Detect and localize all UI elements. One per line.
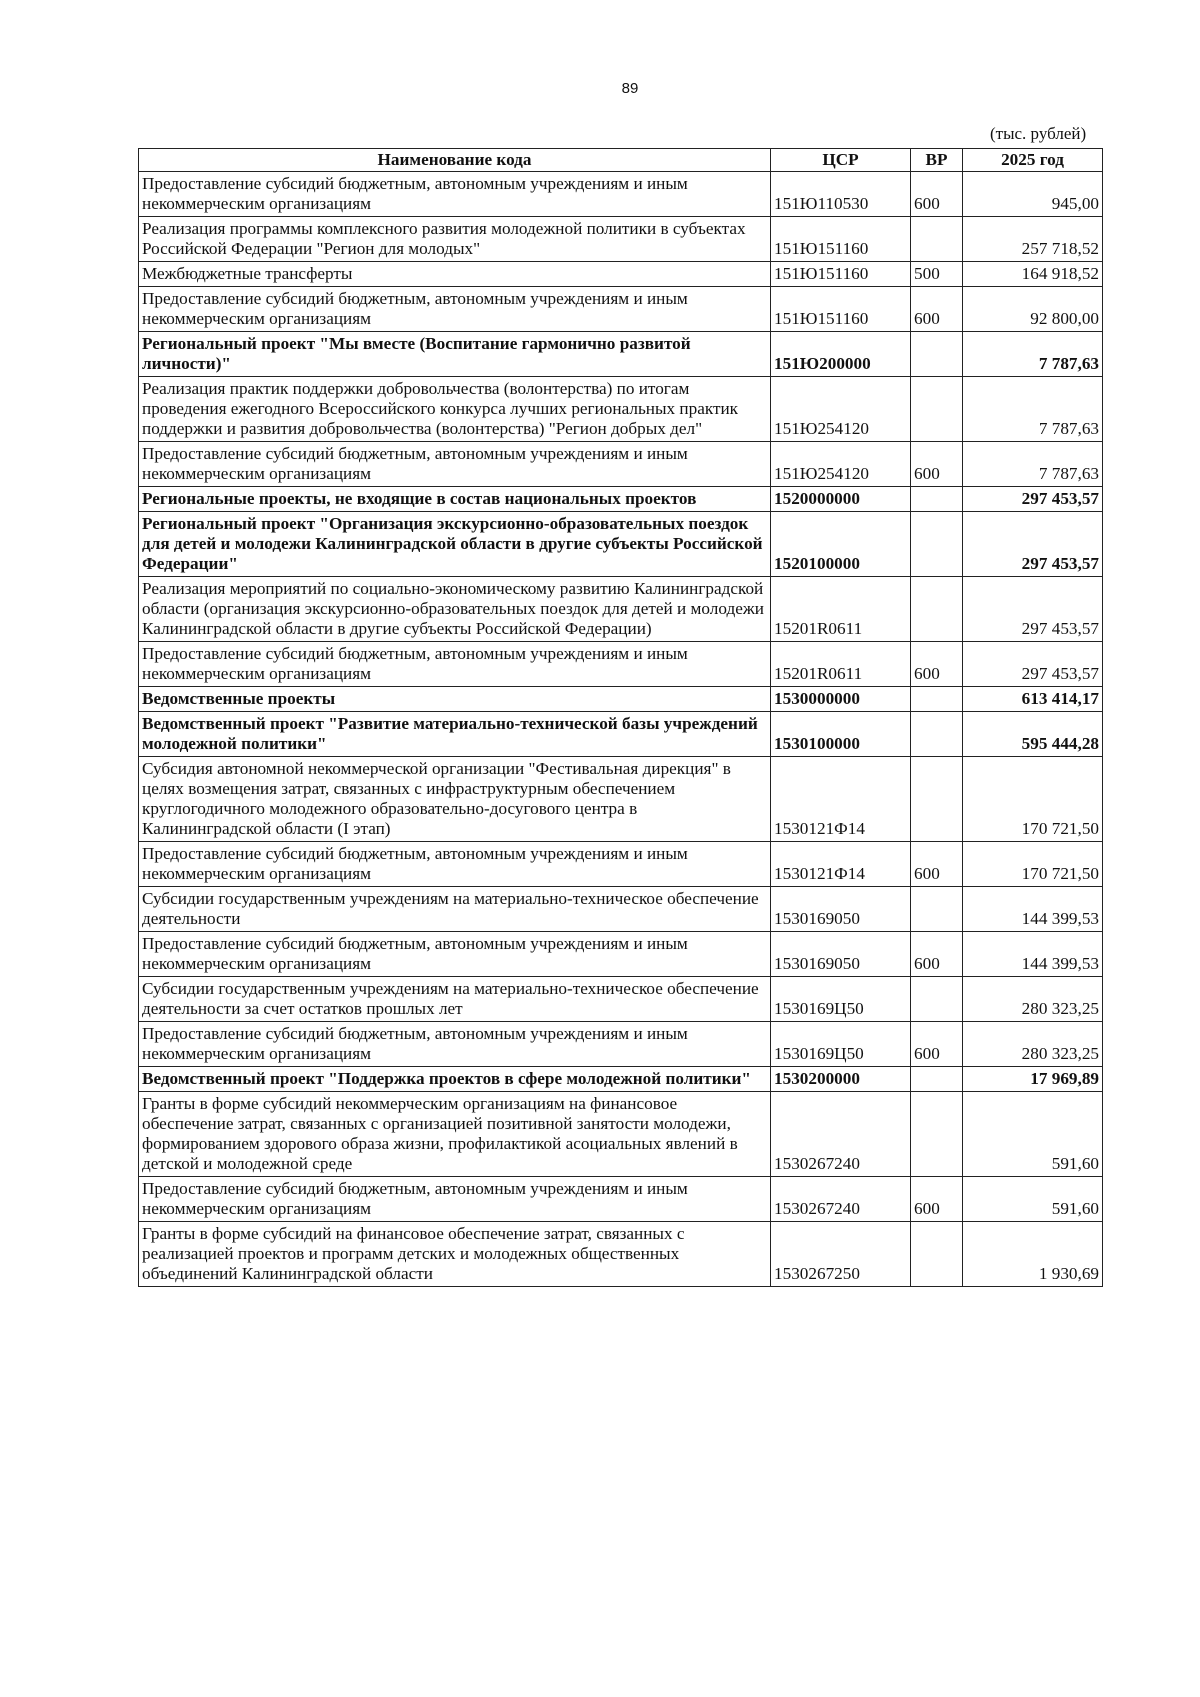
table-row [139, 757, 1103, 842]
table-row [139, 712, 1103, 757]
table-row [139, 1022, 1103, 1067]
row-csr-cell: 1530121Ф14 [771, 842, 911, 887]
row-sum-cell: 7 787,63 [963, 332, 1103, 377]
row-csr-cell: 1530267240 [771, 1092, 911, 1177]
row-vr-cell: 600 [911, 932, 963, 977]
row-sum-cell: 297 453,57 [963, 642, 1103, 687]
header-vr: ВР [911, 149, 963, 172]
row-name-cell: Ведомственный проект "Развитие материально-технической базы учреждений молодежной политики" [139, 712, 771, 757]
row-sum-cell: 170 721,50 [963, 842, 1103, 887]
row-vr-cell: 600 [911, 1022, 963, 1067]
row-name-cell: Субсидии государственным учреждениям на материально-техническое обеспечение деятельности [139, 887, 771, 932]
table-row [139, 512, 1103, 577]
row-vr-cell [911, 1067, 963, 1092]
row-vr-cell [911, 332, 963, 377]
row-vr-cell [911, 977, 963, 1022]
row-vr-cell: 600 [911, 1177, 963, 1222]
table-body [139, 172, 1103, 1287]
table-row [139, 487, 1103, 512]
row-vr-cell [911, 757, 963, 842]
row-name-cell: Региональный проект "Мы вместе (Воспитание гармонично развитой личности)" [139, 332, 771, 377]
row-csr-cell: 1530000000 [771, 687, 911, 712]
row-sum-cell: 297 453,57 [963, 512, 1103, 577]
row-sum-cell: 1 930,69 [963, 1222, 1103, 1287]
row-name-cell: Реализация мероприятий по социально-экономическому развитию Калининградской области (организация экскурсионно-образовательных поездок для детей и молодежи Калининградской области в другие субъекты Российской Федерации) [139, 577, 771, 642]
row-sum-cell: 164 918,52 [963, 262, 1103, 287]
row-vr-cell: 600 [911, 642, 963, 687]
table-row [139, 332, 1103, 377]
row-vr-cell: 600 [911, 172, 963, 217]
row-sum-cell: 591,60 [963, 1177, 1103, 1222]
row-csr-cell: 1520100000 [771, 512, 911, 577]
header-csr: ЦСР [771, 149, 911, 172]
row-sum-cell: 297 453,57 [963, 487, 1103, 512]
row-csr-cell: 1530267250 [771, 1222, 911, 1287]
row-vr-cell [911, 217, 963, 262]
row-csr-cell: 151Ю151160 [771, 262, 911, 287]
row-vr-cell [911, 887, 963, 932]
row-name-cell: Предоставление субсидий бюджетным, автономным учреждениям и иным некоммерческим организациям [139, 1022, 771, 1067]
row-name-cell: Предоставление субсидий бюджетным, автономным учреждениям и иным некоммерческим организациям [139, 287, 771, 332]
row-name-cell: Предоставление субсидий бюджетным, автономным учреждениям и иным некоммерческим организациям [139, 172, 771, 217]
row-name-cell: Предоставление субсидий бюджетным, автономным учреждениям и иным некоммерческим организациям [139, 932, 771, 977]
table-row [139, 887, 1103, 932]
row-name-cell: Ведомственный проект "Поддержка проектов в сфере молодежной политики" [139, 1067, 771, 1092]
header-year: 2025 год [963, 149, 1103, 172]
row-name-cell: Реализация программы комплексного развития молодежной политики в субъектах Российской Федерации "Регион для молодых" [139, 217, 771, 262]
table-row [139, 932, 1103, 977]
table-row [139, 977, 1103, 1022]
row-csr-cell: 1530121Ф14 [771, 757, 911, 842]
table-header-row [139, 149, 1103, 172]
row-vr-cell [911, 512, 963, 577]
row-sum-cell: 280 323,25 [963, 977, 1103, 1022]
row-csr-cell: 151Ю200000 [771, 332, 911, 377]
row-csr-cell: 151Ю254120 [771, 377, 911, 442]
row-name-cell: Реализация практик поддержки добровольчества (волонтерства) по итогам проведения ежегодного Всероссийского конкурса лучших региональных практик поддержки и развития добровольчества (волонтерства) "Регион добрых дел" [139, 377, 771, 442]
row-vr-cell [911, 1222, 963, 1287]
row-csr-cell: 151Ю254120 [771, 442, 911, 487]
row-sum-cell: 92 800,00 [963, 287, 1103, 332]
row-name-cell: Региональные проекты, не входящие в состав национальных проектов [139, 487, 771, 512]
row-vr-cell: 500 [911, 262, 963, 287]
table-row [139, 1177, 1103, 1222]
table-row [139, 642, 1103, 687]
row-vr-cell: 600 [911, 842, 963, 887]
budget-table [138, 148, 1103, 1287]
row-vr-cell [911, 377, 963, 442]
page-number: 89 [621, 80, 639, 97]
row-vr-cell: 600 [911, 287, 963, 332]
row-csr-cell: 1530200000 [771, 1067, 911, 1092]
row-name-cell: Предоставление субсидий бюджетным, автономным учреждениям и иным некоммерческим организациям [139, 442, 771, 487]
row-csr-cell: 1530267240 [771, 1177, 911, 1222]
row-name-cell: Региональный проект "Организация экскурсионно-образовательных поездок для детей и молодежи Калининградской области в другие субъекты Российской Федерации" [139, 512, 771, 577]
table-row [139, 1222, 1103, 1287]
row-csr-cell: 1530169050 [771, 932, 911, 977]
row-sum-cell: 144 399,53 [963, 932, 1103, 977]
row-name-cell: Гранты в форме субсидий на финансовое обеспечение затрат, связанных с реализацией проектов и программ детских и молодежных общественных объединений Калининградской области [139, 1222, 771, 1287]
row-name-cell: Предоставление субсидий бюджетным, автономным учреждениям и иным некоммерческим организациям [139, 1177, 771, 1222]
table-row [139, 262, 1103, 287]
row-csr-cell: 15201R0611 [771, 577, 911, 642]
row-sum-cell: 280 323,25 [963, 1022, 1103, 1067]
table-row [139, 1092, 1103, 1177]
row-sum-cell: 595 444,28 [963, 712, 1103, 757]
header-name: Наименование кода [139, 149, 771, 172]
table-row [139, 577, 1103, 642]
row-vr-cell [911, 487, 963, 512]
row-name-cell: Предоставление субсидий бюджетным, автономным учреждениям и иным некоммерческим организациям [139, 842, 771, 887]
table-row [139, 442, 1103, 487]
table-row [139, 842, 1103, 887]
row-vr-cell [911, 712, 963, 757]
table-row [139, 287, 1103, 332]
row-csr-cell: 1530169Ц50 [771, 977, 911, 1022]
row-sum-cell: 297 453,57 [963, 577, 1103, 642]
row-name-cell: Межбюджетные трансферты [139, 262, 771, 287]
row-csr-cell: 1520000000 [771, 487, 911, 512]
units-label: (тыс. рублей) [990, 124, 1087, 143]
row-name-cell: Гранты в форме субсидий некоммерческим организациям на финансовое обеспечение затрат, связанных с организацией позитивной занятости молодежи, формированием здорового образа жизни, профилактикой асоциальных явлений в детской и молодежной среде [139, 1092, 771, 1177]
row-csr-cell: 1530169Ц50 [771, 1022, 911, 1067]
table-row [139, 172, 1103, 217]
table-row [139, 1067, 1103, 1092]
row-csr-cell: 151Ю110530 [771, 172, 911, 217]
row-sum-cell: 7 787,63 [963, 442, 1103, 487]
row-sum-cell: 613 414,17 [963, 687, 1103, 712]
table-row [139, 217, 1103, 262]
row-name-cell: Субсидии государственным учреждениям на материально-техническое обеспечение деятельности за счет остатков прошлых лет [139, 977, 771, 1022]
row-csr-cell: 151Ю151160 [771, 217, 911, 262]
table-row [139, 377, 1103, 442]
row-sum-cell: 257 718,52 [963, 217, 1103, 262]
row-csr-cell: 151Ю151160 [771, 287, 911, 332]
row-name-cell: Предоставление субсидий бюджетным, автономным учреждениям и иным некоммерческим организациям [139, 642, 771, 687]
row-sum-cell: 591,60 [963, 1092, 1103, 1177]
row-vr-cell [911, 687, 963, 712]
row-sum-cell: 7 787,63 [963, 377, 1103, 442]
row-sum-cell: 17 969,89 [963, 1067, 1103, 1092]
row-vr-cell: 600 [911, 442, 963, 487]
row-sum-cell: 945,00 [963, 172, 1103, 217]
row-csr-cell: 1530100000 [771, 712, 911, 757]
row-sum-cell: 144 399,53 [963, 887, 1103, 932]
row-vr-cell [911, 577, 963, 642]
row-name-cell: Субсидия автономной некоммерческой организации "Фестивальная дирекция" в целях возмещения затрат, связанных с инфраструктурным обеспечением круглогодичного молодежного образовательно-досугового центра в Калининградской области (I этап) [139, 757, 771, 842]
row-vr-cell [911, 1092, 963, 1177]
row-name-cell: Ведомственные проекты [139, 687, 771, 712]
row-csr-cell: 15201R0611 [771, 642, 911, 687]
row-csr-cell: 1530169050 [771, 887, 911, 932]
row-sum-cell: 170 721,50 [963, 757, 1103, 842]
table-row [139, 687, 1103, 712]
